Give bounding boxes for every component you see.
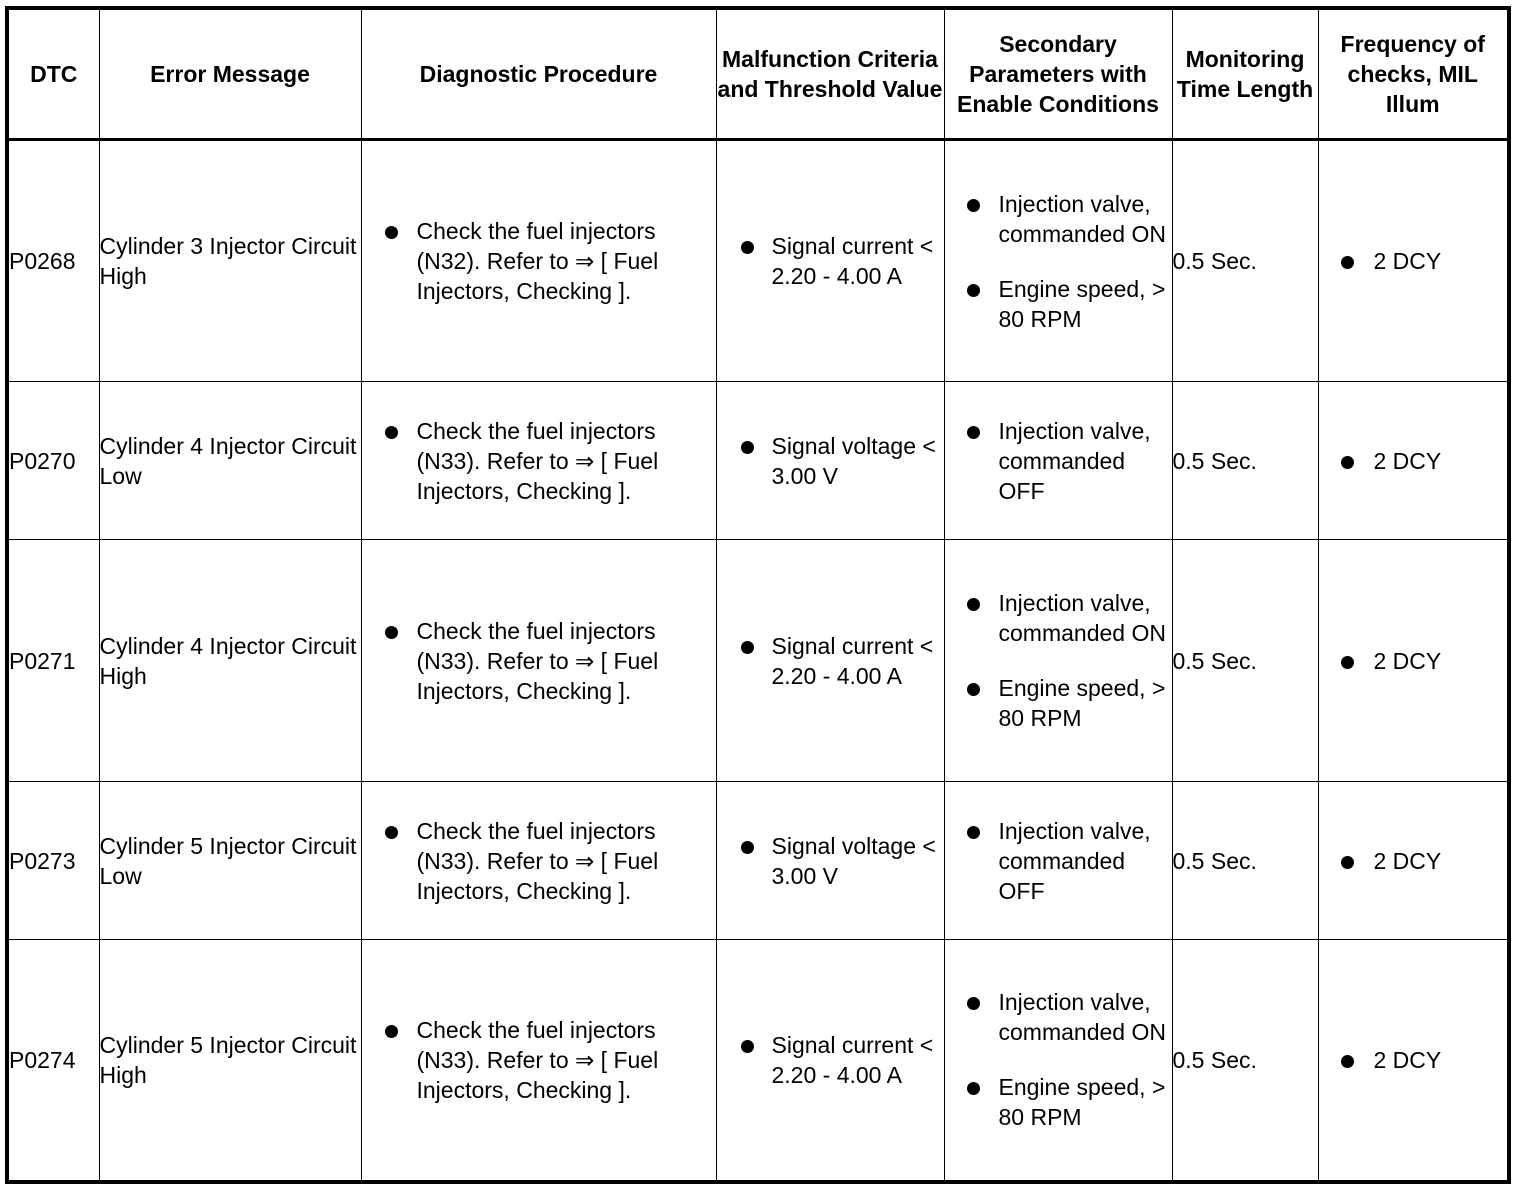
bullet-icon (967, 826, 980, 839)
bullet-icon (1341, 856, 1354, 869)
frequency-text: 2 DCY (1373, 1046, 1442, 1073)
error-message: Cylinder 5 Injector Circuit High (99, 940, 361, 1182)
criteria-text: Signal current < 2.20 - 4.00 A (771, 632, 934, 689)
bullet-icon (967, 1082, 980, 1095)
secondary-text: Injection valve, commanded ON (998, 590, 1166, 646)
criteria-cell (716, 782, 944, 940)
secondary-item (945, 588, 1172, 648)
secondary-text: Engine speed, > 80 RPM (998, 275, 1166, 332)
diagnostic-procedure-cell (361, 140, 716, 382)
bullet-icon (967, 997, 980, 1010)
procedure-text: Check the fuel injectors (N33). Refer to ⇒ [ Fuel Injectors, Checking ]. (416, 1016, 659, 1103)
secondary-item (945, 1072, 1172, 1132)
frequency-text: 2 DCY (1373, 847, 1442, 874)
procedure-text: Check the fuel injectors (N32). Refer to ⇒ [ Fuel Injectors, Checking ]. (416, 218, 659, 304)
secondary-item (945, 816, 1172, 906)
table-row (7, 140, 1509, 382)
bullet-icon (385, 426, 398, 439)
secondary-parameters-cell (944, 940, 1172, 1182)
criteria-item (717, 631, 944, 691)
procedure-item (362, 816, 716, 906)
error-message: Cylinder 4 Injector Circuit Low (99, 382, 361, 540)
frequency-cell (1318, 382, 1509, 540)
table-row (7, 382, 1509, 540)
bullet-icon (1341, 656, 1354, 669)
bullet-icon (385, 626, 398, 639)
bullet-icon (385, 226, 398, 239)
frequency-item (1319, 846, 1508, 876)
bullet-icon (741, 241, 754, 254)
criteria-item (717, 1030, 944, 1090)
header-monitoring-time: Monitoring Time Length (1172, 8, 1318, 140)
frequency-item (1319, 246, 1508, 276)
secondary-parameters-cell (944, 140, 1172, 382)
frequency-text: 2 DCY (1373, 248, 1442, 274)
frequency-cell (1318, 782, 1509, 940)
secondary-text: Injection valve, commanded OFF (998, 817, 1151, 904)
procedure-item (362, 416, 716, 506)
criteria-text: Signal current < 2.20 - 4.00 A (771, 1031, 934, 1088)
secondary-item (945, 987, 1172, 1047)
frequency-text: 2 DCY (1373, 447, 1442, 474)
criteria-text: Signal voltage < 3.00 V (771, 432, 936, 489)
header-error-message: Error Message (99, 8, 361, 140)
error-message: Cylinder 4 Injector Circuit High (99, 540, 361, 782)
secondary-parameters-cell (944, 382, 1172, 540)
criteria-text: Signal current < 2.20 - 4.00 A (771, 233, 934, 289)
header-frequency: Frequency of checks, MIL Illum (1318, 8, 1509, 140)
secondary-text: Injection valve, commanded ON (998, 190, 1166, 247)
secondary-item (945, 274, 1172, 334)
bullet-icon (741, 641, 754, 654)
bullet-icon (967, 683, 980, 696)
dtc-code: P0270 (7, 382, 99, 540)
procedure-text: Check the fuel injectors (N33). Refer to ⇒ [ Fuel Injectors, Checking ]. (416, 417, 659, 504)
monitoring-time: 0.5 Sec. (1172, 382, 1318, 540)
error-message: Cylinder 5 Injector Circuit Low (99, 782, 361, 940)
dtc-code: P0273 (7, 782, 99, 940)
dtc-code: P0274 (7, 940, 99, 1182)
dtc-code: P0268 (7, 140, 99, 382)
criteria-cell (716, 940, 944, 1182)
procedure-item (362, 216, 716, 306)
procedure-text: Check the fuel injectors (N33). Refer to ⇒ [ Fuel Injectors, Checking ]. (416, 617, 659, 704)
monitoring-time: 0.5 Sec. (1172, 940, 1318, 1182)
secondary-text: Engine speed, > 80 RPM (998, 1074, 1166, 1131)
frequency-item (1319, 446, 1508, 476)
procedure-item (362, 1015, 716, 1105)
secondary-item (945, 189, 1172, 249)
bullet-icon (1341, 1055, 1354, 1068)
monitoring-time: 0.5 Sec. (1172, 140, 1318, 382)
secondary-item (945, 673, 1172, 733)
bullet-icon (385, 1025, 398, 1038)
error-message: Cylinder 3 Injector Circuit High (99, 140, 361, 382)
bullet-icon (741, 1040, 754, 1053)
bullet-icon (967, 284, 980, 297)
bullet-icon (385, 826, 398, 839)
frequency-text: 2 DCY (1373, 647, 1442, 674)
frequency-cell (1318, 140, 1509, 382)
secondary-parameters-cell (944, 540, 1172, 782)
criteria-item (717, 231, 944, 291)
bullet-icon (741, 441, 754, 454)
bullet-icon (967, 426, 980, 439)
diagnostic-procedure-cell (361, 940, 716, 1182)
frequency-item (1319, 646, 1508, 676)
bullet-icon (1341, 256, 1354, 269)
bullet-icon (967, 199, 980, 212)
frequency-cell (1318, 540, 1509, 782)
criteria-text: Signal voltage < 3.00 V (771, 832, 936, 889)
diagnostic-procedure-cell (361, 382, 716, 540)
bullet-icon (741, 841, 754, 854)
diagnostic-procedure-cell (361, 782, 716, 940)
secondary-text: Injection valve, commanded OFF (998, 417, 1151, 504)
monitoring-time: 0.5 Sec. (1172, 540, 1318, 782)
criteria-cell (716, 140, 944, 382)
header-malfunction-criteria: Malfunction Criteria and Threshold Value (716, 8, 944, 140)
bullet-icon (1341, 456, 1354, 469)
dtc-code: P0271 (7, 540, 99, 782)
monitoring-time: 0.5 Sec. (1172, 782, 1318, 940)
secondary-parameters-cell (944, 782, 1172, 940)
header-row (7, 8, 1509, 140)
secondary-item (945, 416, 1172, 506)
bullet-icon (967, 598, 980, 611)
criteria-item (717, 431, 944, 491)
table-row (7, 782, 1509, 940)
criteria-item (717, 831, 944, 891)
procedure-text: Check the fuel injectors (N33). Refer to ⇒ [ Fuel Injectors, Checking ]. (416, 817, 659, 904)
secondary-text: Engine speed, > 80 RPM (998, 675, 1166, 731)
header-dtc: DTC (7, 8, 99, 140)
table-row (7, 940, 1509, 1182)
criteria-cell (716, 382, 944, 540)
header-secondary-parameters: Secondary Parameters with Enable Conditions (944, 8, 1172, 140)
table-row (7, 540, 1509, 782)
frequency-item (1319, 1045, 1508, 1075)
header-diagnostic-procedure: Diagnostic Procedure (361, 8, 716, 140)
criteria-cell (716, 540, 944, 782)
dtc-table (5, 6, 1511, 1184)
diagnostic-procedure-cell (361, 540, 716, 782)
procedure-item (362, 616, 716, 706)
secondary-text: Injection valve, commanded ON (998, 989, 1166, 1046)
frequency-cell (1318, 940, 1509, 1182)
